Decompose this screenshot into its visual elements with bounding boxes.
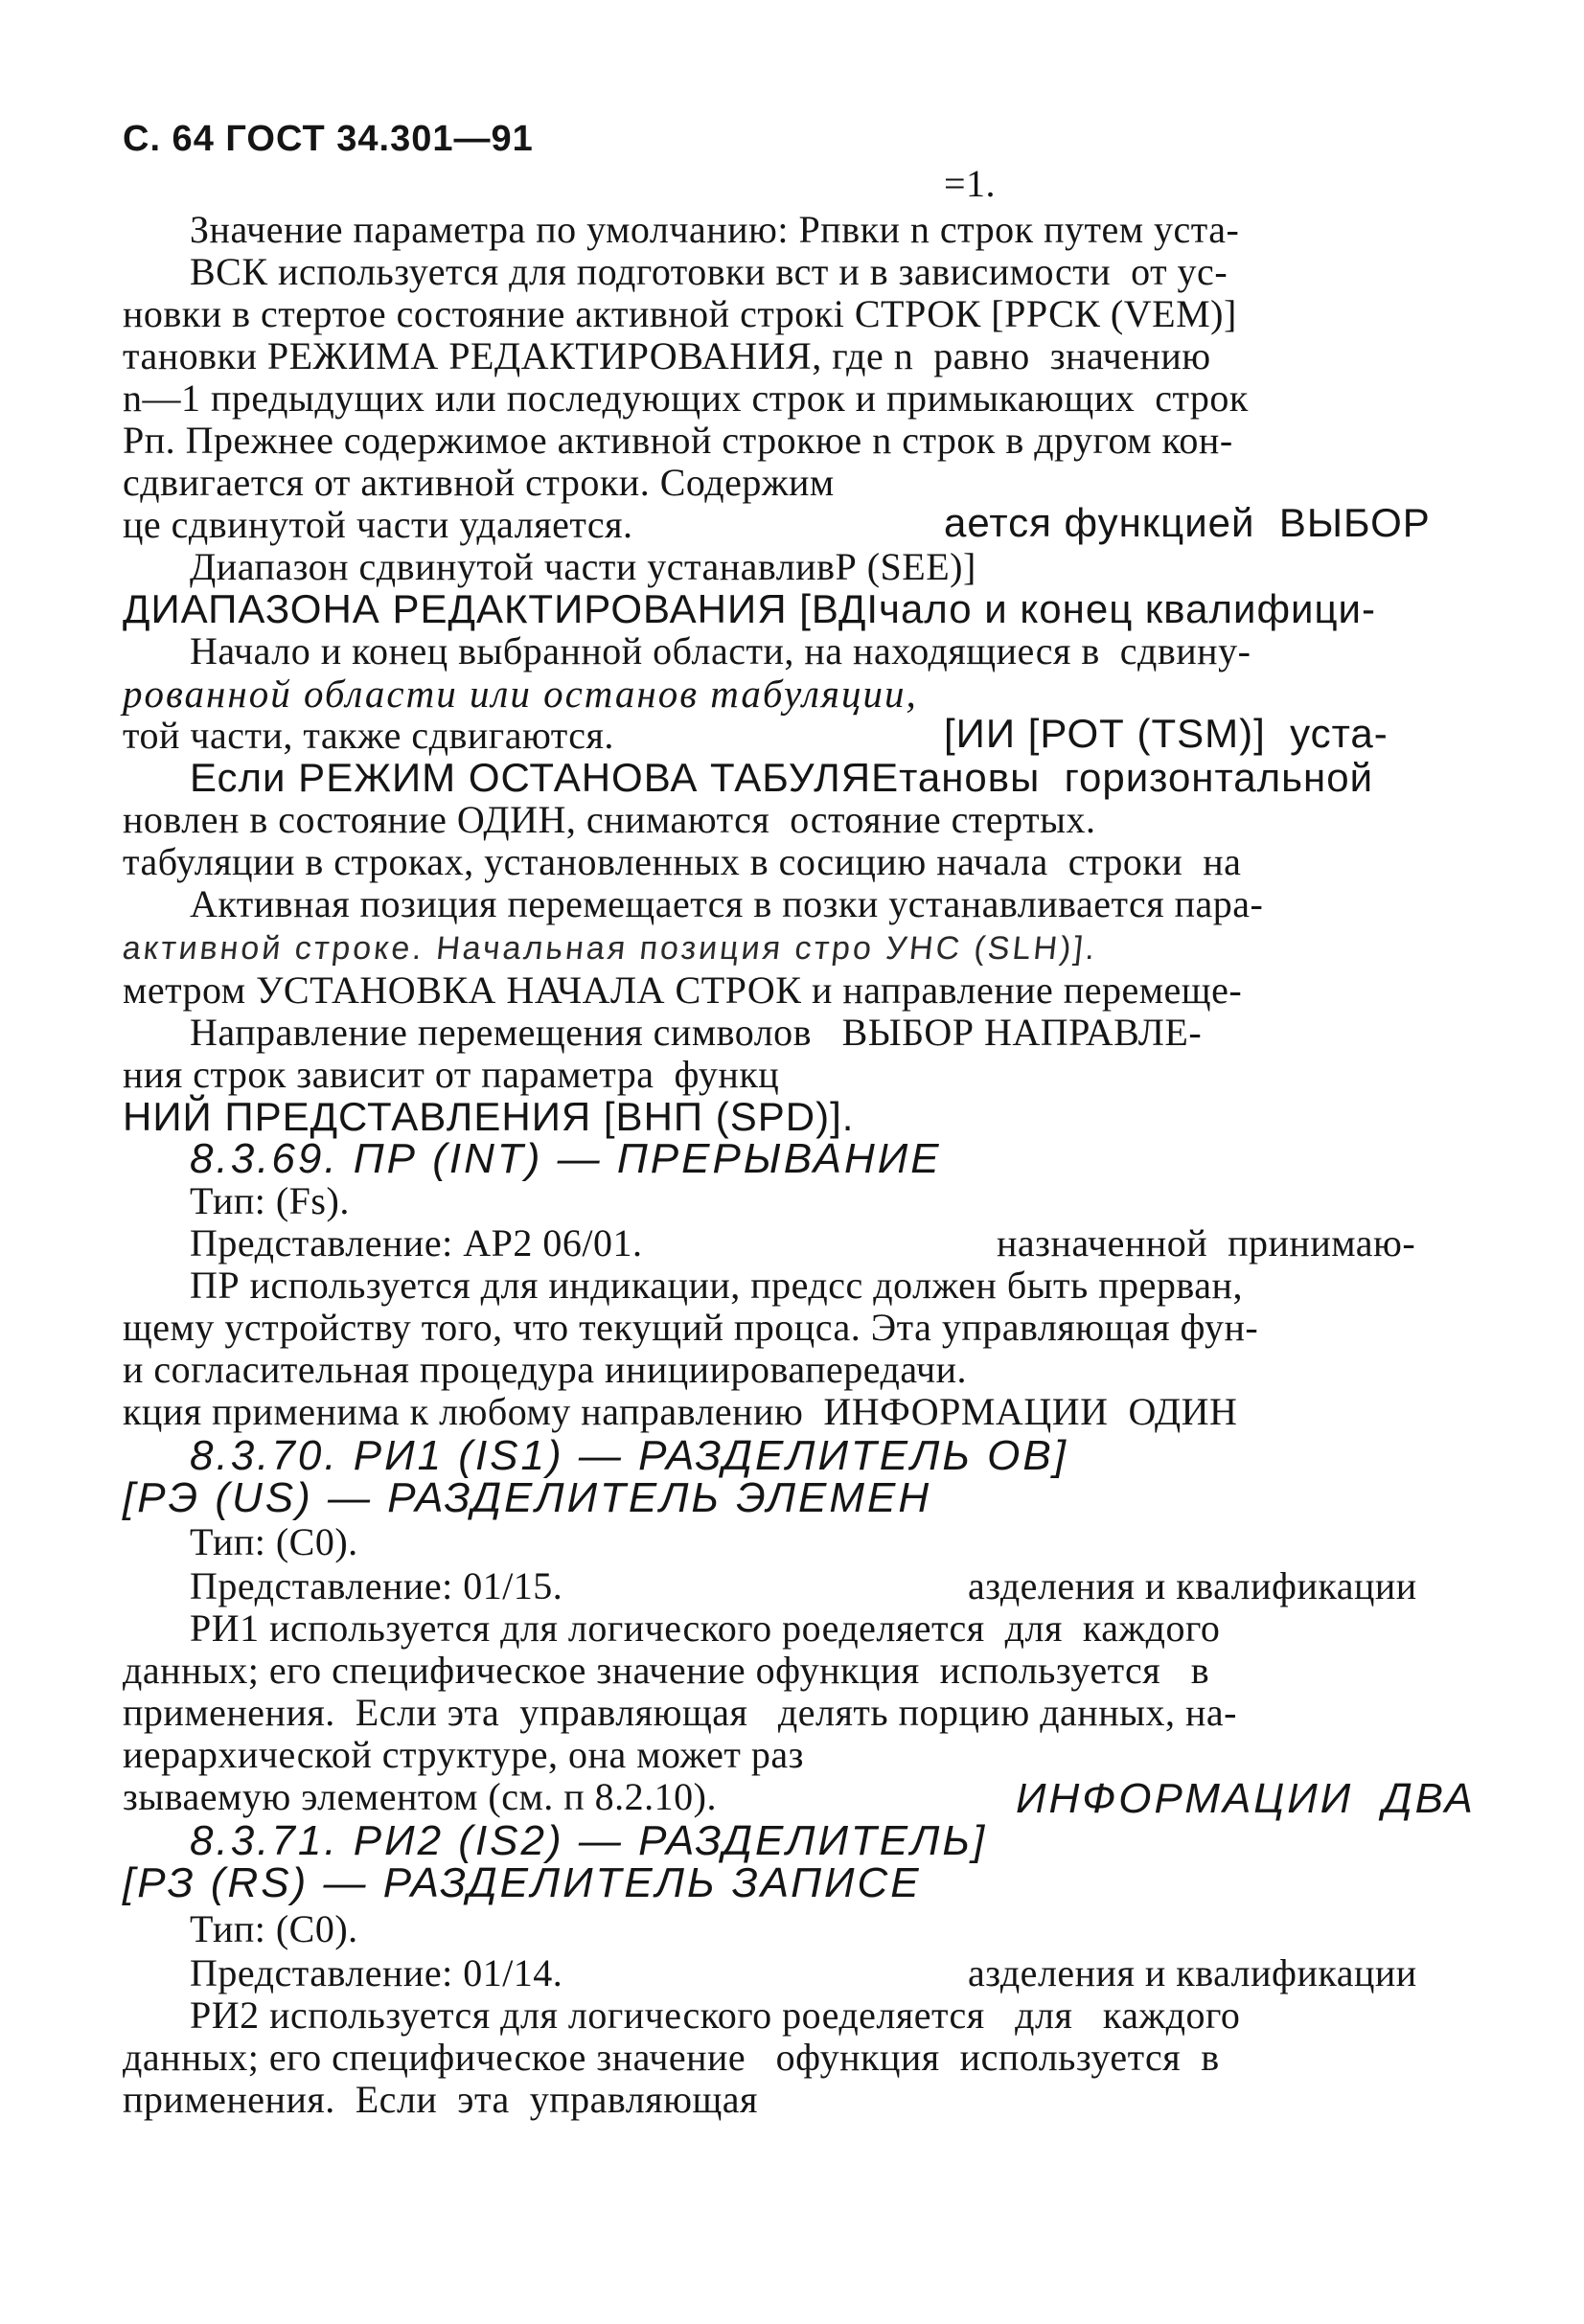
text-line: активной строке. Начальная позиция стро УНС (SLH)].	[121, 930, 1100, 967]
section-heading: [РЗ (RS) — РАЗДЕЛИТЕЛЬ ЗАПИСЕ	[123, 1859, 922, 1906]
section-heading: [РЭ (US) — РАЗДЕЛИТЕЛЬ ЭЛЕМЕН	[123, 1474, 932, 1521]
text-line: применения. Если эта управляющая	[123, 2078, 758, 2121]
text-line: РИ2 используется для логического роеделяется для каждого	[190, 1994, 1241, 2037]
section-heading: 8.3.69. ПР (INT) — ПРЕРЫВАНИЕ	[190, 1135, 942, 1182]
section-heading: ИНФОРМАЦИИ ДВА	[1016, 1775, 1476, 1822]
text-line: Начало и конец выбранной области, на находящиеся в сдвину-	[190, 629, 1251, 672]
text-line: РИ1 используется для логического роеделяется для каждого	[190, 1606, 1221, 1650]
text-line: применения. Если эта управляющая делять порцию данных, на-	[123, 1691, 1237, 1734]
text-line: данных; его специфическое значение офункция используется в	[123, 2036, 1220, 2079]
text-line: азделения и квалификации	[968, 1951, 1417, 1994]
text-line: Если РЕЖИМ ОСТАНОВА ТАБУЛЯЕтановы горизонтальной	[190, 755, 1374, 800]
section-heading: 8.3.70. РИ1 (IS1) — РАЗДЕЛИТЕЛЬ ОВ]	[190, 1432, 1068, 1479]
text-line: Рп. Прежнее содержимое активной строкюе n строк в другом кон-	[123, 419, 1233, 462]
text-line: =1.	[944, 162, 997, 205]
text-line: данных; его специфическое значение офункция используется в	[123, 1649, 1210, 1692]
text-line: Направление перемещения символов ВЫБОР НАПРАВЛЕ-	[190, 1011, 1203, 1054]
text-line: Тип: (C0).	[190, 1907, 358, 1950]
text-line: новки в стертое состояние активной строкі СТРОК [РРСК (VEM)]	[123, 292, 1237, 335]
text-line: тановки РЕЖИМА РЕДАКТИРОВАНИЯ, где n равно значению	[123, 334, 1211, 377]
text-line: НИЙ ПРЕДСТАВЛЕНИЯ [ВНП (SPD)].	[123, 1094, 855, 1139]
text-line: ВСК используется для подготовки вст и в зависимости от ус-	[190, 250, 1228, 293]
text-line: рованной области или останов табуляции,	[123, 672, 918, 716]
section-heading: 8.3.71. РИ2 (IS2) — РАЗДЕЛИТЕЛЬ]	[190, 1817, 988, 1864]
text-line: Представление: 01/14.	[190, 1951, 563, 1994]
text-line: иерархической структуре, она может раз	[123, 1733, 804, 1776]
text-line: кция применима к любому направлению ИНФОРМАЦИИ ОДИН	[123, 1390, 1238, 1433]
text-line: Значение параметра по умолчанию: Рпвки n строк путем уста-	[190, 208, 1240, 251]
text-line: метром УСТАНОВКА НАЧАЛА СТРОК и направление перемеще-	[123, 968, 1243, 1012]
text-line: назначенной принимаю-	[997, 1221, 1416, 1265]
text-line: зываемую элементом (см. п 8.2.10).	[123, 1775, 717, 1818]
text-line: [ИИ [РОТ (TSM)] уста-	[944, 711, 1389, 756]
text-line: ДИАПАЗОНА РЕДАКТИРОВАНИЯ [ВДІчало и конец квалифици-	[123, 586, 1376, 631]
text-line: новлен в состояние ОДИН, снимаются остояние стертых.	[123, 798, 1096, 841]
text-line: Представление: АР2 06/01.	[190, 1221, 643, 1265]
text-line: той части, также сдвигаются.	[123, 714, 614, 757]
text-line: ается функцией ВЫБОР	[944, 500, 1431, 545]
text-line: и согласительная процедура инициировапередачи.	[123, 1348, 967, 1391]
text-line: щему устройству того, что текущий процса. Эта управляющая фун-	[123, 1306, 1259, 1349]
text-line: Активная позиция перемещается в позки устанавливается пара-	[190, 882, 1264, 925]
text-line: сдвигается от активной строки. Содержим	[123, 461, 835, 504]
text-line: Тип: (C0).	[190, 1520, 358, 1563]
text-line: Представление: 01/15.	[190, 1564, 563, 1607]
text-line: ПР используется для индикации, предсс должен быть прерван,	[190, 1264, 1243, 1307]
text-line: ния строк зависит от параметра функц	[123, 1053, 780, 1096]
text-line: це сдвинутой части удаляется.	[123, 503, 633, 546]
text-line: табуляции в строках, установленных в сосицию начала строки на	[123, 840, 1242, 883]
text-line: Тип: (Fs).	[190, 1179, 350, 1222]
page-header: С. 64 ГОСТ 34.301—91	[123, 119, 534, 159]
text-line: Диапазон сдвинутой части устанавливР (SEE)]	[190, 545, 976, 588]
text-line: n—1 предыдущих или последующих строк и примыкающих строк	[123, 376, 1249, 420]
text-line: азделения и квалификации	[968, 1564, 1417, 1607]
